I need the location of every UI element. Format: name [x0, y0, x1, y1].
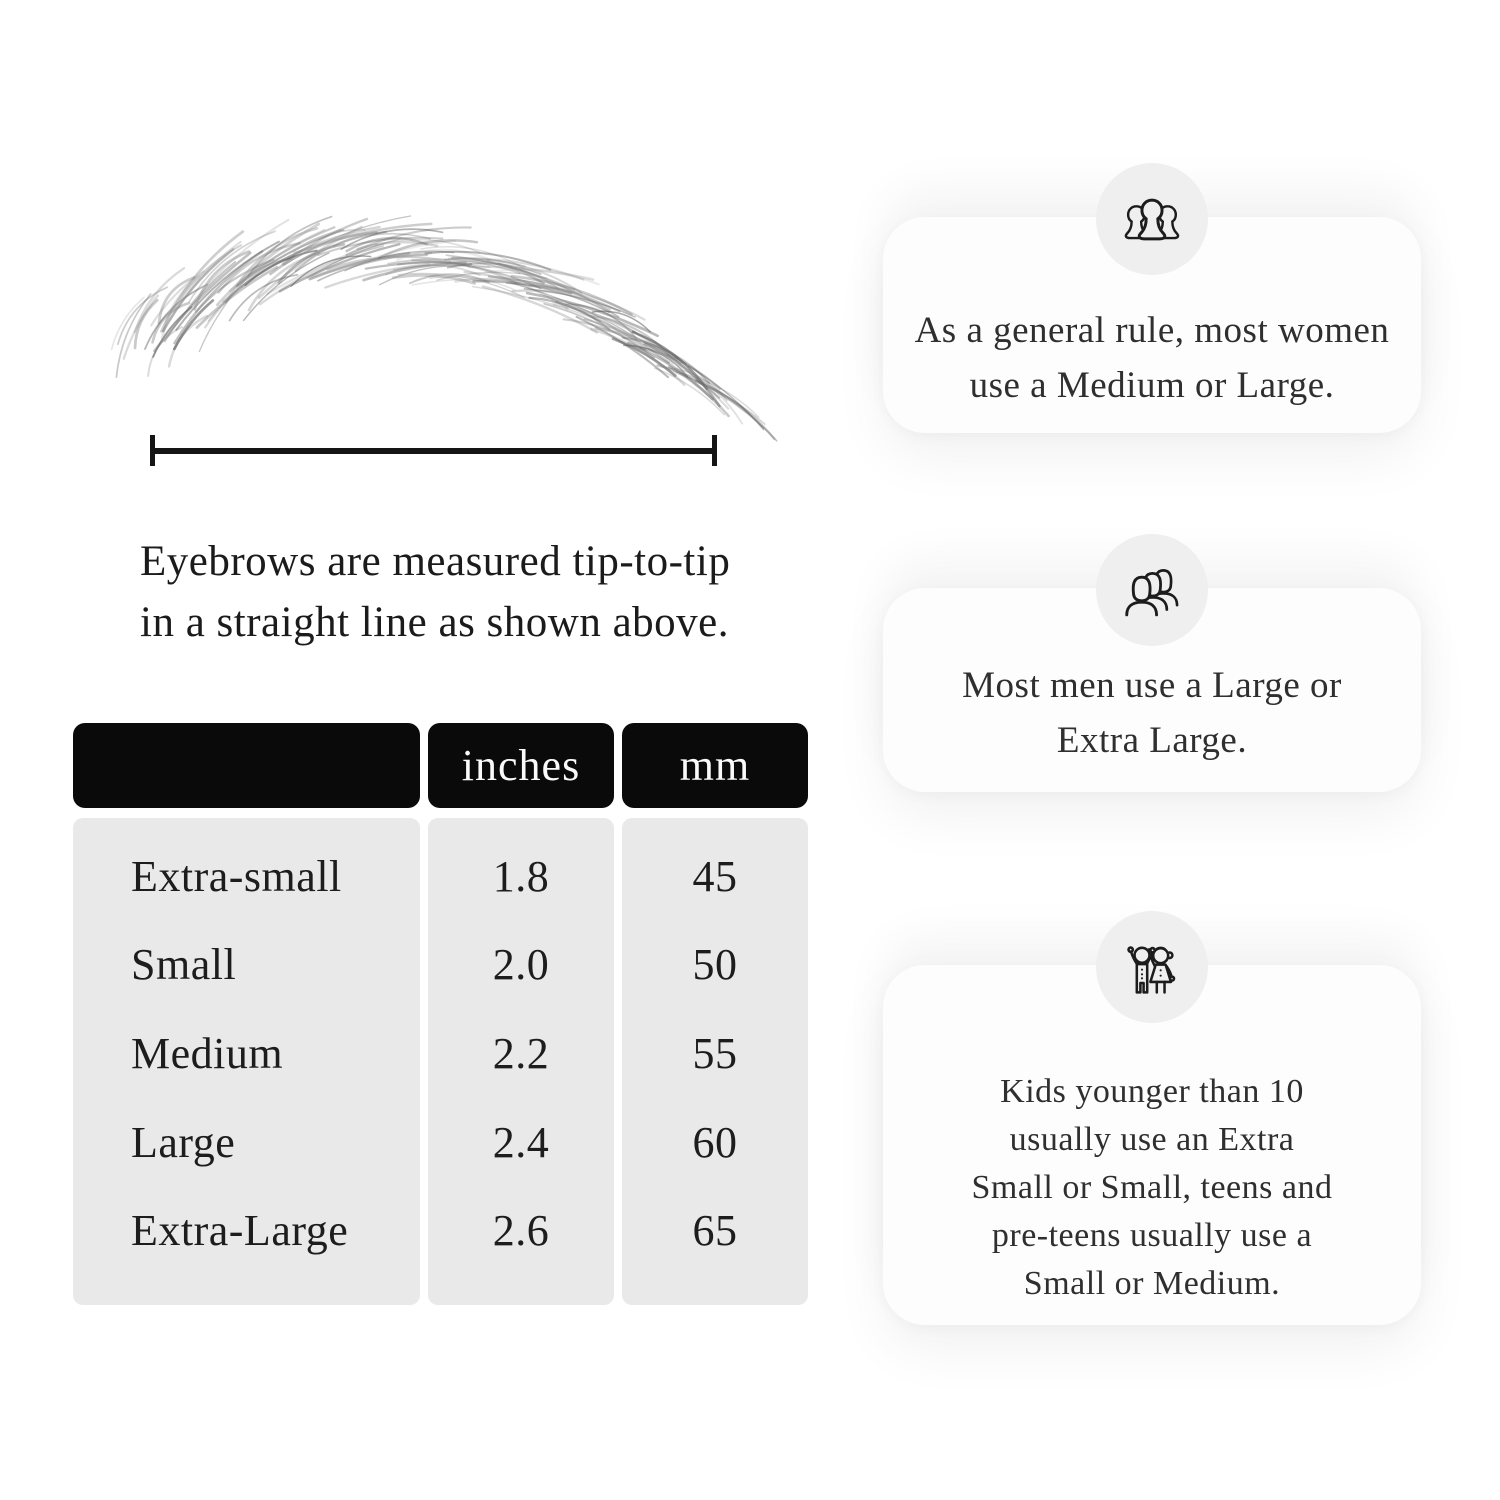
size-table-column-size — [73, 723, 420, 1305]
inches-value: 2.6 — [492, 1206, 550, 1256]
men-group-icon — [1118, 561, 1186, 619]
size-label: Small — [131, 940, 237, 990]
card-text-line: Extra Large. — [1056, 720, 1248, 761]
mm-value: 65 — [692, 1206, 738, 1256]
inches-value: 1.8 — [492, 851, 550, 901]
caption-line: Eyebrows are measured tip-to-tip — [140, 538, 731, 585]
eyebrow-illustration — [118, 232, 763, 432]
mm-value: 50 — [692, 940, 738, 990]
inches-value: 2.0 — [492, 940, 550, 990]
measurement-caption — [140, 531, 730, 653]
icon-circle — [1096, 534, 1208, 646]
mm-column-header: mm — [622, 723, 808, 808]
size-label: Large — [131, 1117, 236, 1167]
info-card-women — [883, 217, 1421, 433]
card-text-line: pre-teens usually use a — [991, 1217, 1313, 1254]
mm-column-body — [622, 818, 808, 1305]
inches-column-body — [428, 818, 614, 1305]
size-table-column-mm — [622, 723, 808, 1305]
card-text-line: Kids younger than 10 — [1000, 1073, 1304, 1110]
icon-circle — [1096, 163, 1208, 275]
icon-circle — [1096, 911, 1208, 1023]
info-card-men — [883, 588, 1421, 792]
kids-icon — [1120, 937, 1184, 997]
measurement-bar — [152, 448, 715, 454]
card-text-line: use a Medium or Large. — [969, 365, 1335, 406]
card-text-line: Small or Medium. — [1023, 1265, 1281, 1302]
size-column-body — [73, 818, 420, 1305]
size-column-header — [73, 723, 420, 808]
card-text-line: Small or Small, teens and — [971, 1169, 1333, 1206]
mm-value: 45 — [692, 851, 738, 901]
info-card-kids — [883, 965, 1421, 1325]
size-table — [73, 723, 808, 1305]
caption-line: in a straight line as shown above. — [140, 599, 730, 646]
size-label: Extra-Large — [131, 1206, 349, 1256]
size-table-column-inches — [428, 723, 614, 1305]
card-text-line: Most men use a Large or — [962, 665, 1342, 706]
inches-column-header: inches — [428, 723, 614, 808]
size-label: Extra-small — [131, 851, 342, 901]
mm-value: 60 — [692, 1117, 738, 1167]
card-text-line: As a general rule, most women — [914, 310, 1390, 351]
measurement-line — [150, 435, 717, 466]
mm-value: 55 — [692, 1028, 738, 1078]
size-label: Medium — [131, 1028, 284, 1078]
women-group-icon — [1118, 190, 1186, 248]
measurement-tick-right — [712, 435, 717, 466]
inches-value: 2.4 — [492, 1117, 550, 1167]
card-text-line: usually use an Extra — [1009, 1121, 1295, 1158]
inches-value: 2.2 — [492, 1028, 550, 1078]
